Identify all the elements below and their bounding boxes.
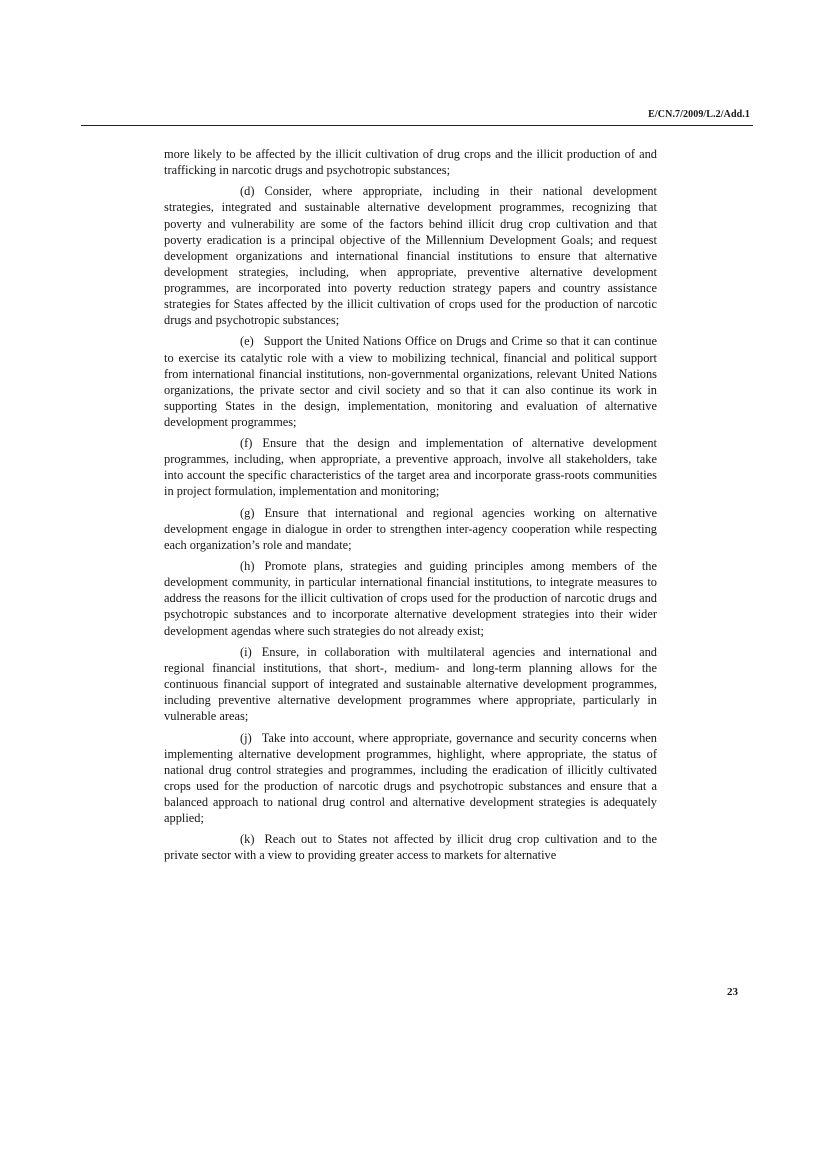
continuation-paragraph: more likely to be affected by the illicit cultivation of drug crops and the illicit production of and trafficking in narcotic drugs and psychotropic substances;: [164, 147, 657, 178]
paragraph-h-text: Promote plans, strategies and guiding principles among members of the development community, in particular international financial institutions, to integrate measures to address the reasons for the illicit cultivation of crops used for the production of narcotic drugs and psychotropic substances and to incorporate alternative development strategies into their wider development agendas where such strategies do not already exist;: [164, 559, 657, 638]
paragraph-k: [164, 831, 657, 863]
paragraph-k-letter: (k): [240, 832, 255, 847]
paragraph-i: [164, 644, 657, 724]
paragraph-j-text: Take into account, where appropriate, governance and security concerns when implementing alternative development programmes, highlight, where appropriate, the status of national drug control strategies and programmes, including the eradication of illicitly cultivated crops used for the production of narcotic drugs and psychotropic substances and ensure that a balanced approach to national drug control and alternative development strategies is adequately applied;: [164, 730, 657, 825]
paragraph-f-letter: (f): [240, 436, 253, 451]
paragraph-k-text: Reach out to States not affected by illicit drug crop cultivation and to the private sector with a view to providing greater access to markets for alternative: [164, 832, 657, 863]
page-number: 23: [727, 986, 738, 998]
paragraph-d-letter: (d): [240, 184, 255, 199]
paragraph-h: [164, 558, 657, 638]
paragraph-g-letter: (g): [240, 505, 255, 520]
document-symbol: E/CN.7/2009/L.2/Add.1: [648, 109, 750, 120]
paragraph-f-text: Ensure that the design and implementation of alternative development programmes, including, when appropriate, a preventive approach, involve all stakeholders, take into account the specific characteristics of the target area and incorporate grass-roots communities in project formulation, implementation and monitoring;: [164, 436, 657, 499]
paragraph-e: [164, 333, 657, 430]
paragraph-j-letter: (j): [240, 730, 252, 745]
paragraph-d-text: Consider, where appropriate, including in their national development strategies, integrated and sustainable alternative development programmes, recognizing that poverty and vulnerability are some of the factors behind illicit drug crop cultivation and that poverty eradication is a principal objective of the Millennium Development Goals; and request development organizations and international financial institutions to ensure that alternative development strategies, including, when appropriate, preventive alternative development programmes, are incorporated into poverty reduction strategy papers and country assistance strategies for States affected by the illicit cultivation of crops used for the production of narcotic drugs and psychotropic substances;: [164, 184, 657, 328]
header-rule: [81, 125, 753, 126]
paragraph-i-letter: (i): [240, 644, 252, 659]
paragraph-g: [164, 505, 657, 553]
paragraph-f: [164, 435, 657, 499]
paragraph-g-text: Ensure that international and regional agencies working on alternative development engage in dialogue in order to strengthen inter-agency cooperation while respecting each organization’s role and mandate;: [164, 505, 657, 552]
paragraph-d: [164, 183, 657, 328]
paragraph-j: [164, 730, 657, 827]
paragraph-e-text: Support the United Nations Office on Drugs and Crime so that it can continue to exercise its catalytic role with a view to mobilizing technical, financial and political support from international financial institutions, non-governmental organizations, relevant United Nations organizations, the private sector and civil society and so that it can also continue its work in supporting States in the design, implementation, monitoring and evaluation of alternative development programmes;: [164, 334, 657, 429]
body-text: [164, 146, 657, 869]
paragraph-e-letter: (e): [240, 334, 254, 349]
paragraph-i-text: Ensure, in collaboration with multilateral agencies and international and regional financial institutions, that short-, medium- and long-term planning allows for the continuous financial support of integrated and sustainable alternative development programmes, including preventive alternative development programmes where appropriate, particularly in vulnerable areas;: [164, 644, 657, 724]
paragraph-h-letter: (h): [240, 559, 255, 574]
